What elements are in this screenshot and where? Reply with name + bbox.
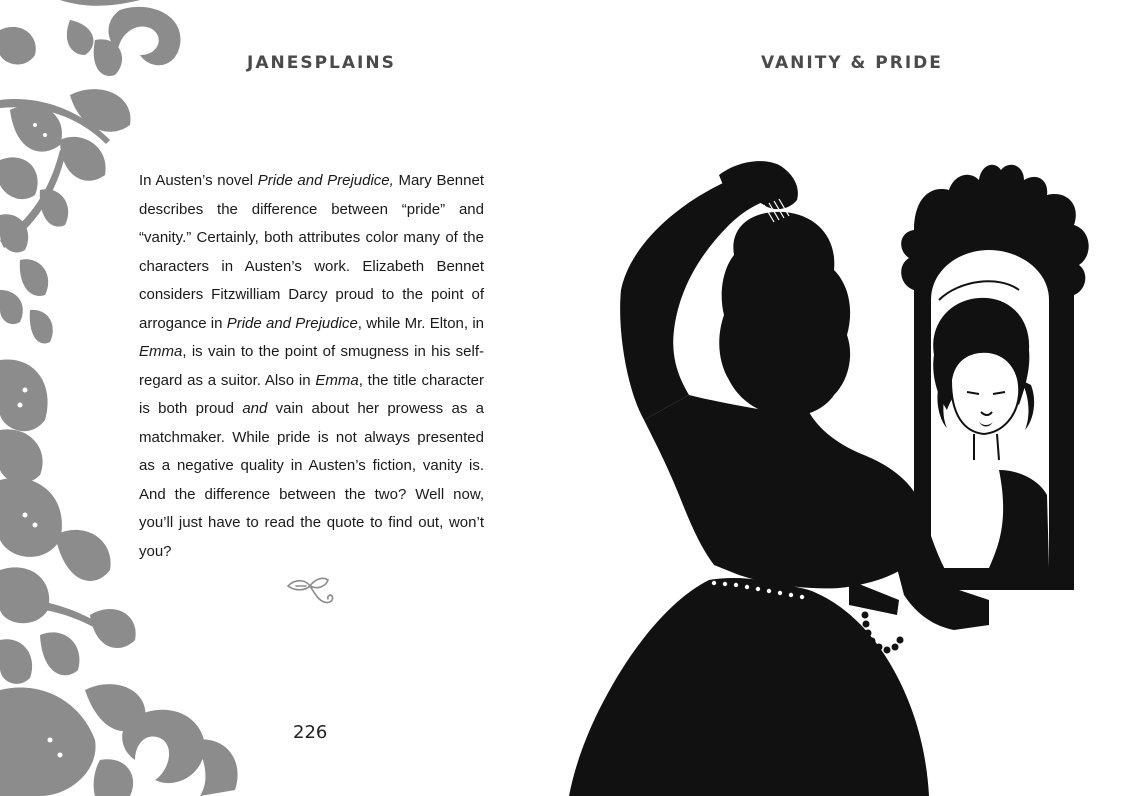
text-run: Mary Bennet describes the difference between “pride” and “vanity.” Certainly, both attributes color many of the characters in Austen’s work. Elizabeth Bennet considers Fitzwilliam Darcy proud to the point of arrogance in bbox=[139, 172, 484, 332]
woman-mirror-silhouette-illustration bbox=[569, 0, 1139, 796]
italic-run: Emma bbox=[139, 343, 183, 360]
running-head-book-title: JANESPLAINS bbox=[247, 53, 396, 73]
italic-run: Pride and Prejudice bbox=[226, 314, 358, 332]
text-run: , the title character is both proud bbox=[139, 371, 484, 417]
italic-run: Emma bbox=[315, 371, 359, 389]
text-run: vain about her prowess as a matchmaker. While pride is not always presented as a negative quality in Austen’s fiction, vanity is. And the difference between the two? Well now, you’ll just have to read the quote to find out, won’t you? bbox=[139, 400, 484, 560]
italic-run: and bbox=[242, 400, 268, 417]
running-head-chapter-title: VANITY & PRIDE bbox=[761, 53, 943, 73]
leaf-ornament-icon bbox=[284, 572, 338, 608]
left-page bbox=[0, 0, 569, 796]
page-number: 226 bbox=[293, 722, 328, 743]
italic-run: Pride and Prejudice, bbox=[257, 172, 394, 189]
text-run: , while Mr. Elton, in bbox=[357, 314, 484, 332]
mirror-icon bbox=[901, 165, 1088, 590]
right-page bbox=[569, 0, 1139, 796]
text-run: , is vain to the point of smugness in his self-regard as a suitor. Also in bbox=[139, 343, 484, 389]
text-run: In Austen’s novel bbox=[139, 172, 258, 189]
body-paragraph bbox=[139, 167, 484, 566]
